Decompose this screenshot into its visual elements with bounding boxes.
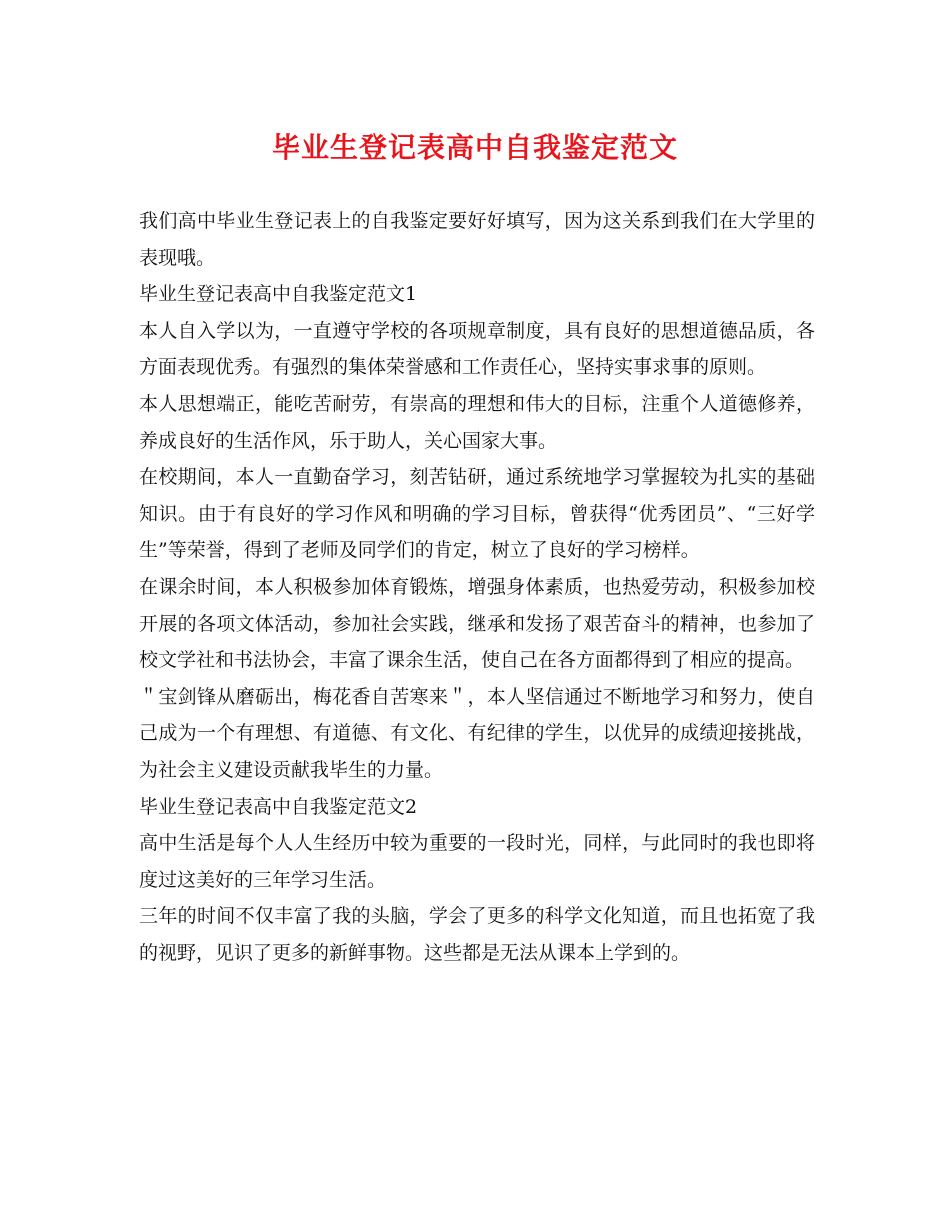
body-paragraph: 三年的时间不仅丰富了我的头脑，学会了更多的科学文化知道，而且也拓宽了我的视野，见识了更多的新鲜事物。这些都是无法从课本上学到的。 (139, 905, 815, 964)
intro-paragraph: 我们高中毕业生登记表上的自我鉴定要好好填写，因为这关系到我们在大学里的表现哦。 (139, 210, 815, 269)
document-title: 毕业生登记表高中自我鉴定范文 (271, 131, 678, 164)
section-heading-1: 毕业生登记表高中自我鉴定范文1 (139, 283, 418, 306)
body-paragraph: 在校期间，本人一直勤奋学习，刻苦钻研，通过系统地学习掌握较为扎实的基础知识。由于有良好的学习作风和明确的学习目标，曾获得“优秀团员”、“三好学生”等荣誉，得到了老师及同学们的肯定，树立了良好的学习榜样。 (139, 466, 815, 562)
document-body (139, 203, 815, 971)
section-heading-2: 毕业生登记表高中自我鉴定范文2 (139, 795, 418, 818)
body-paragraph: 本人自入学以为，一直遵守学校的各项规章制度，具有良好的思想道德品质，各方面表现优秀。有强烈的集体荣誉感和工作责任心，坚持实事求事的原则。 (139, 319, 815, 379)
body-paragraph: 高中生活是每个人人生经历中较为重要的一段时光，同样，与此同时的我也即将度过这美好的三年学习生活。 (139, 832, 815, 891)
body-paragraph: ＂宝剑锋从磨砺出，梅花香自苦寒来＂，本人坚信通过不断地学习和努力，使自己成为一个有理想、有道德、有文化、有纪律的学生，以优异的成绩迎接挑战，为社会主义建设贡献我毕生的力量。 (139, 685, 815, 781)
body-paragraph: 本人思想端正，能吃苦耐劳，有崇高的理想和伟大的目标，注重个人道德修养，养成良好的生活作风，乐于助人，关心国家大事。 (139, 392, 815, 452)
body-paragraph: 在课余时间，本人积极参加体育锻炼，增强身体素质，也热爱劳动，积极参加校开展的各项文体活动，参加社会实践，继承和发扬了艰苦奋斗的精神，也参加了校文学社和书法协会，丰富了课余生活，使自己在各方面都得到了相应的提高。 (139, 575, 815, 672)
